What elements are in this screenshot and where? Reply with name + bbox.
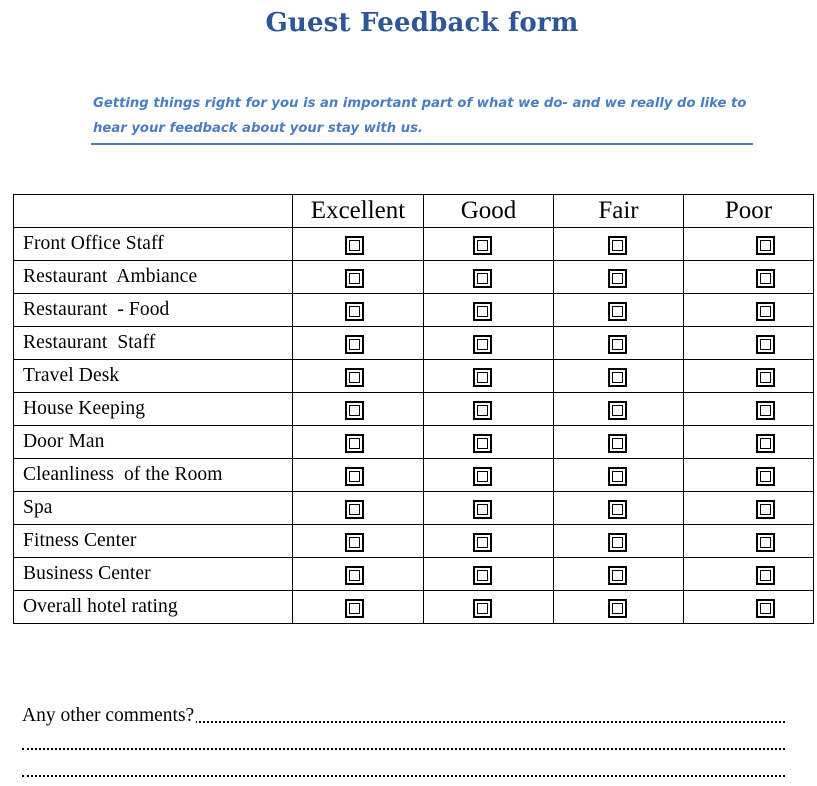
rating-cell-fair [554, 228, 684, 261]
table-body [14, 228, 814, 624]
rating-cell-poor [684, 558, 814, 591]
rating-cell-excellent [293, 327, 424, 360]
checkbox-poor[interactable] [756, 269, 775, 288]
checkbox-poor[interactable] [756, 368, 775, 387]
checkbox-good[interactable] [473, 434, 492, 453]
rating-cell-good [424, 228, 554, 261]
intro-text: Getting things right for you is an important part of what we do- and we really do like to hear your feedback about your stay with us. [93, 96, 747, 136]
checkbox-good[interactable] [473, 302, 492, 321]
table-row [14, 591, 814, 624]
checkbox-good[interactable] [473, 533, 492, 552]
checkbox-fair[interactable] [608, 401, 627, 420]
rating-cell-excellent [293, 360, 424, 393]
checkbox-poor[interactable] [756, 533, 775, 552]
checkbox-fair[interactable] [608, 434, 627, 453]
rating-cell-poor [684, 294, 814, 327]
header-fair: Fair [554, 195, 684, 228]
row-label: Restaurant Ambiance [14, 261, 293, 294]
table-row [14, 294, 814, 327]
row-label: Fitness Center [14, 525, 293, 558]
rating-cell-fair [554, 459, 684, 492]
header-row [14, 195, 814, 228]
checkbox-fair[interactable] [608, 533, 627, 552]
row-label: Restaurant - Food [14, 294, 293, 327]
rating-cell-fair [554, 393, 684, 426]
rating-cell-poor [684, 393, 814, 426]
rating-cell-excellent [293, 558, 424, 591]
row-label: Restaurant Staff [14, 327, 293, 360]
rating-cell-poor [684, 360, 814, 393]
rating-cell-fair [554, 591, 684, 624]
checkbox-poor[interactable] [756, 302, 775, 321]
checkbox-excellent[interactable] [345, 302, 364, 321]
checkbox-good[interactable] [473, 368, 492, 387]
rating-cell-poor [684, 327, 814, 360]
table-row [14, 459, 814, 492]
checkbox-excellent[interactable] [345, 467, 364, 486]
comment-line-1[interactable] [22, 704, 785, 731]
checkbox-good[interactable] [473, 401, 492, 420]
rating-cell-excellent [293, 426, 424, 459]
rating-cell-excellent [293, 294, 424, 327]
rating-cell-good [424, 492, 554, 525]
checkbox-good[interactable] [473, 500, 492, 519]
checkbox-excellent[interactable] [345, 566, 364, 585]
rating-cell-fair [554, 261, 684, 294]
checkbox-excellent[interactable] [345, 335, 364, 354]
table-row [14, 558, 814, 591]
checkbox-excellent[interactable] [345, 500, 364, 519]
table-row [14, 426, 814, 459]
rating-cell-poor [684, 261, 814, 294]
row-label: Door Man [14, 426, 293, 459]
checkbox-good[interactable] [473, 566, 492, 585]
table-row [14, 327, 814, 360]
intro-underline [91, 143, 753, 145]
checkbox-fair[interactable] [608, 302, 627, 321]
row-label: Front Office Staff [14, 228, 293, 261]
checkbox-good[interactable] [473, 236, 492, 255]
rating-cell-poor [684, 492, 814, 525]
dotted-line [22, 775, 785, 777]
rating-cell-good [424, 459, 554, 492]
checkbox-poor[interactable] [756, 236, 775, 255]
rating-cell-fair [554, 558, 684, 591]
rating-cell-excellent [293, 228, 424, 261]
header-excellent: Excellent [293, 195, 424, 228]
rating-cell-excellent [293, 591, 424, 624]
checkbox-good[interactable] [473, 335, 492, 354]
table-row [14, 393, 814, 426]
table-row [14, 360, 814, 393]
checkbox-excellent[interactable] [345, 599, 364, 618]
checkbox-poor[interactable] [756, 500, 775, 519]
rating-cell-fair [554, 360, 684, 393]
checkbox-poor[interactable] [756, 335, 775, 354]
rating-cell-fair [554, 426, 684, 459]
row-label: Business Center [14, 558, 293, 591]
rating-cell-good [424, 426, 554, 459]
rating-cell-poor [684, 525, 814, 558]
checkbox-fair[interactable] [608, 335, 627, 354]
table-row [14, 228, 814, 261]
rating-cell-excellent [293, 261, 424, 294]
rating-cell-excellent [293, 492, 424, 525]
checkbox-fair[interactable] [608, 368, 627, 387]
table-row [14, 525, 814, 558]
header-poor: Poor [684, 195, 814, 228]
rating-cell-good [424, 525, 554, 558]
rating-cell-good [424, 360, 554, 393]
rating-cell-good [424, 591, 554, 624]
table-row [14, 492, 814, 525]
checkbox-fair[interactable] [608, 500, 627, 519]
rating-cell-good [424, 393, 554, 426]
rating-cell-excellent [293, 525, 424, 558]
checkbox-poor[interactable] [756, 467, 775, 486]
checkbox-poor[interactable] [756, 599, 775, 618]
rating-cell-excellent [293, 459, 424, 492]
rating-cell-good [424, 327, 554, 360]
checkbox-fair[interactable] [608, 467, 627, 486]
checkbox-poor[interactable] [756, 401, 775, 420]
comment-line-2[interactable] [22, 731, 785, 758]
comments-label: Any other comments? [22, 705, 195, 726]
checkbox-fair[interactable] [608, 236, 627, 255]
row-label: Cleanliness of the Room [14, 459, 293, 492]
rating-cell-good [424, 261, 554, 294]
checkbox-excellent[interactable] [345, 533, 364, 552]
header-blank [14, 195, 293, 228]
checkbox-fair[interactable] [608, 269, 627, 288]
checkbox-excellent[interactable] [345, 236, 364, 255]
rating-cell-fair [554, 525, 684, 558]
checkbox-poor[interactable] [756, 566, 775, 585]
comments-section [22, 704, 785, 785]
row-label: Travel Desk [14, 360, 293, 393]
checkbox-fair[interactable] [608, 599, 627, 618]
feedback-table [13, 194, 814, 624]
rating-cell-good [424, 294, 554, 327]
checkbox-poor[interactable] [756, 434, 775, 453]
checkbox-good[interactable] [473, 599, 492, 618]
rating-cell-poor [684, 591, 814, 624]
rating-cell-fair [554, 492, 684, 525]
checkbox-good[interactable] [473, 467, 492, 486]
header-good: Good [424, 195, 554, 228]
row-label: Spa [14, 492, 293, 525]
checkbox-good[interactable] [473, 269, 492, 288]
rating-cell-fair [554, 294, 684, 327]
rating-cell-poor [684, 228, 814, 261]
checkbox-excellent[interactable] [345, 401, 364, 420]
row-label: House Keeping [14, 393, 293, 426]
form-title: Guest Feedback form [265, 8, 579, 38]
comment-line-3[interactable] [22, 758, 785, 785]
rating-cell-good [424, 558, 554, 591]
checkbox-fair[interactable] [608, 566, 627, 585]
rating-cell-poor [684, 459, 814, 492]
row-label: Overall hotel rating [14, 591, 293, 624]
table-row [14, 261, 814, 294]
rating-cell-excellent [293, 393, 424, 426]
checkbox-excellent[interactable] [345, 434, 364, 453]
dotted-line [22, 748, 785, 750]
checkbox-excellent[interactable] [345, 368, 364, 387]
rating-cell-fair [554, 327, 684, 360]
rating-cell-poor [684, 426, 814, 459]
checkbox-excellent[interactable] [345, 269, 364, 288]
